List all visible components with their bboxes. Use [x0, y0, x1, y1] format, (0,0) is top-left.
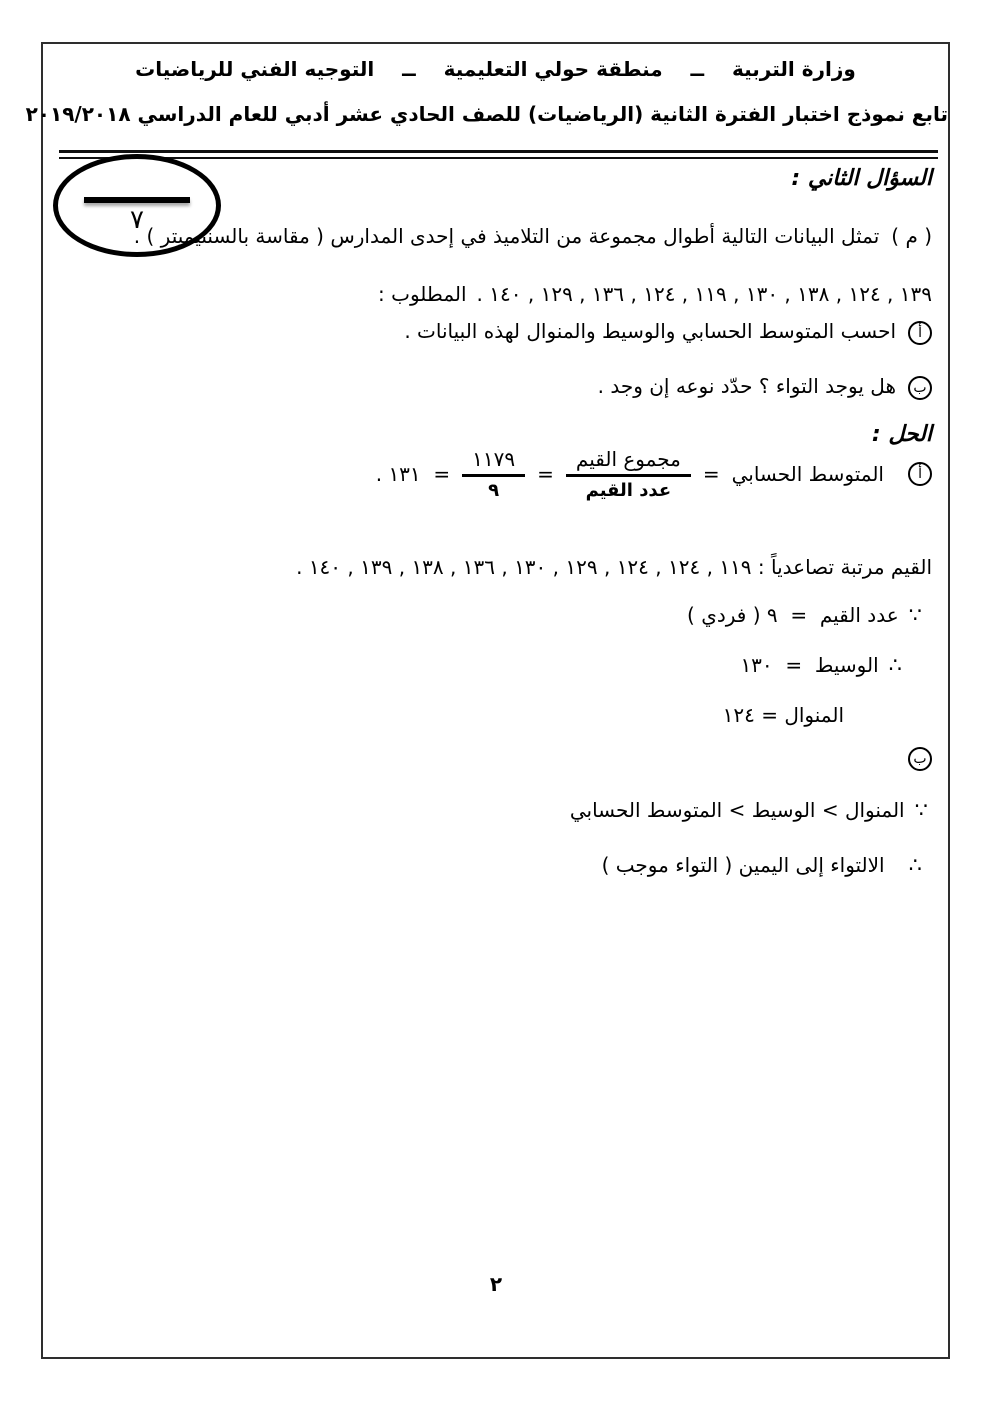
conclusion-row	[602, 852, 922, 879]
page-number: ٢	[489, 1272, 503, 1296]
equals-sign-1: =	[702, 462, 720, 486]
formula-fraction	[566, 447, 691, 501]
question-title: السؤال الثاني :	[791, 166, 932, 191]
solution-part-b-row	[896, 744, 932, 771]
item-a-row	[404, 318, 932, 345]
comparison-row	[570, 797, 928, 824]
ministry-header: وزارة التربية ــ منطقة حولي التعليمية ــ التوجيه الفني للرياضيات	[135, 57, 856, 81]
therefore-symbol: ∴	[888, 653, 902, 677]
item-b-text: هل يوجد التواء ؟ حدّد نوعه إن وجد .	[597, 374, 896, 398]
mode-statement: المنوال = ١٢٤	[722, 703, 844, 727]
solution-part-b-badge: ب	[908, 747, 932, 771]
sorted-values-line: القيم مرتبة تصاعدياً : ١١٩ , ١٢٤ , ١٢٤ , ١٢٩ , ١٣٠ , ١٣٦ , ١٣٨ , ١٣٩ , ١٤٠ .	[296, 555, 932, 579]
equals-sign-2: =	[537, 462, 554, 486]
item-b-row	[598, 373, 932, 400]
solution-part-a-badge: أ	[908, 462, 932, 486]
value-fraction	[462, 447, 525, 501]
score-blank-line	[84, 197, 190, 203]
count-statement: عدد القيم = ٩ ( فردي )	[687, 603, 899, 627]
mean-label: المتوسط الحسابي	[731, 462, 884, 486]
because-symbol-b: ∵	[914, 798, 928, 822]
mode-statement-row	[723, 702, 844, 728]
mean-formula-row	[376, 447, 932, 501]
question-intro-row	[134, 223, 932, 249]
therefore-symbol-b: ∴	[908, 853, 922, 877]
question-type-mark: ( م )	[891, 224, 932, 248]
because-symbol: ∵	[908, 603, 922, 627]
count-statement-row	[687, 602, 922, 629]
item-a-badge: أ	[908, 321, 932, 345]
data-values: ١٣٩ , ١٢٤ , ١٣٨ , ١٣٠ , ١١٩ , ١٢٤ , ١٣٦ , ١٢٩ , ١٤٠ .	[476, 282, 932, 306]
header-separator	[59, 150, 938, 159]
median-statement: الوسيط = ١٣٠	[740, 653, 879, 677]
conclusion-statement: الالتواء إلى اليمين ( التواء موجب )	[601, 853, 885, 877]
solution-title: الحل :	[871, 422, 932, 447]
value-fraction-numerator: ١١٧٩	[462, 447, 525, 477]
item-b-badge: ب	[908, 376, 932, 400]
score-value: ٧	[130, 205, 144, 235]
mean-result: = ١٣١ .	[375, 462, 451, 486]
required-label: المطلوب :	[378, 282, 467, 306]
formula-fraction-numerator: مجموع القيم	[566, 447, 691, 477]
comparison-statement: المنوال > الوسيط > المتوسط الحسابي	[569, 798, 905, 822]
item-a-text: احسب المتوسط الحسابي والوسيط والمنوال لهذه البيانات .	[404, 319, 896, 343]
page-border	[25, 42, 950, 1359]
question-intro-text: تمثل البيانات التالية أطوال مجموعة من التلاميذ في إحدى المدارس ( مقاسة بالسنتيميتر ) .	[133, 224, 880, 248]
value-fraction-denominator: ٩	[488, 480, 500, 501]
median-statement-row	[740, 652, 902, 679]
formula-fraction-denominator: عدد القيم	[585, 480, 672, 501]
data-values-row	[378, 281, 932, 307]
exam-title-header: تابع نموذج اختبار الفترة الثانية (الرياضيات) للصف الحادي عشر أدبي للعام الدراسي ٢٠١٩/٢٠١٨	[25, 102, 948, 126]
